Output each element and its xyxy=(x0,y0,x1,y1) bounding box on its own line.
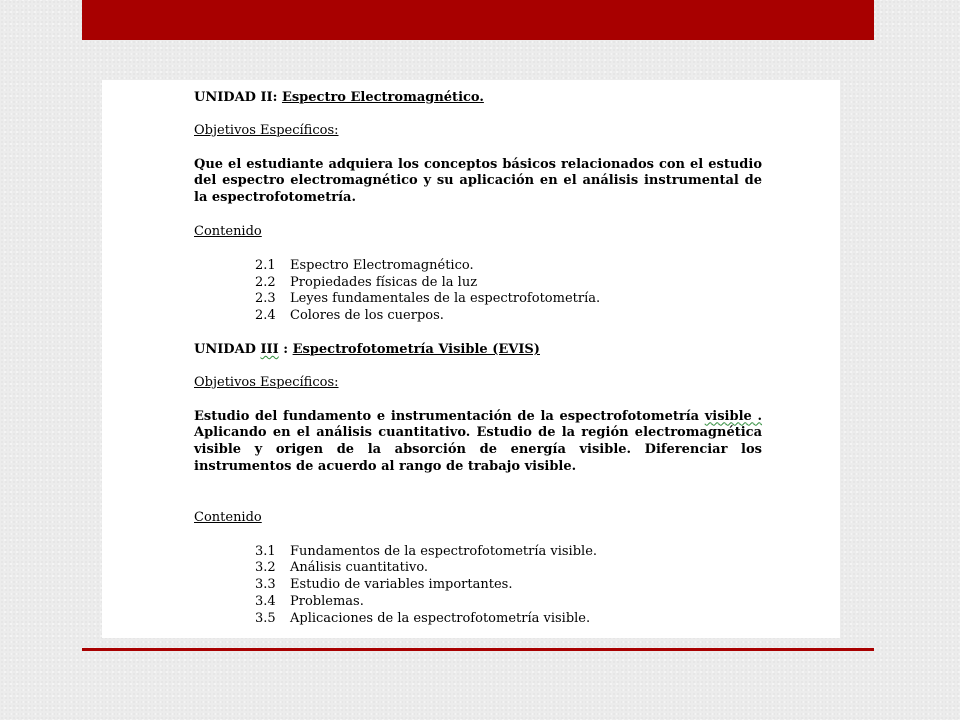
list-item: 2.3 Leyes fundamentales de la espectrofotometría. xyxy=(255,291,601,307)
spellcheck-squiggle: visible . xyxy=(704,408,763,424)
unit2-content-list xyxy=(194,258,762,325)
list-item: 3.1 Fundamentos de la espectrofotometría visible. xyxy=(255,543,598,559)
list-item: 2.1 Espectro Electromagnético. xyxy=(255,257,474,273)
unit3-title: Espectrofotometría Visible (EVIS) xyxy=(292,341,540,357)
document-scan xyxy=(102,80,840,638)
list-item: 2.2 Propiedades físicas de la luz xyxy=(255,274,478,290)
list-item: 3.3 Estudio de variables importantes. xyxy=(255,577,513,593)
unit3-label-suffix: : xyxy=(278,341,289,357)
unit2-objective-text: Que el estudiante adquiera los conceptos básicos relacionados con el estudio del espectro electromagnético y su aplicación en el análisis instrumental de la espectrofotometría. xyxy=(194,156,762,206)
unit2-objectives-heading: Objetivos Específicos: xyxy=(194,122,339,138)
list-item: 3.2 Análisis cuantitativo. xyxy=(255,560,429,576)
unit3-objectives-heading: Objetivos Específicos: xyxy=(194,374,339,390)
unit2-content-heading: Contenido xyxy=(194,223,262,239)
unit3-objective-text: Estudio del fundamento e instrumentación de la espectrofotometría visible . Aplicando en el análisis cuantitativo. Estudio de la región electromagnética visible y origen de la absorción de energía visible. Diferenciar los instrumentos de acuerdo al rango de trabajo visible. xyxy=(194,408,763,474)
list-item: 3.5 Aplicaciones de la espectrofotometría visible. xyxy=(255,610,591,626)
unit3-label-prefix: UNIDAD xyxy=(194,341,261,357)
unit3-content-heading: Contenido xyxy=(194,509,262,525)
unit3-content-list xyxy=(194,544,762,628)
unit2-title: Espectro Electromagnético. xyxy=(281,90,484,105)
unit2-label: UNIDAD II: xyxy=(194,90,278,105)
unit3-label-numeral: III xyxy=(260,341,279,357)
list-item: 3.4 Problemas. xyxy=(255,593,364,609)
document-content xyxy=(194,90,762,641)
unit3-heading xyxy=(194,342,762,359)
unit2-heading xyxy=(194,90,762,107)
slide-header-bar xyxy=(82,0,874,40)
list-item: 2.4 Colores de los cuerpos. xyxy=(255,308,444,324)
slide-footer-rule xyxy=(82,648,874,651)
